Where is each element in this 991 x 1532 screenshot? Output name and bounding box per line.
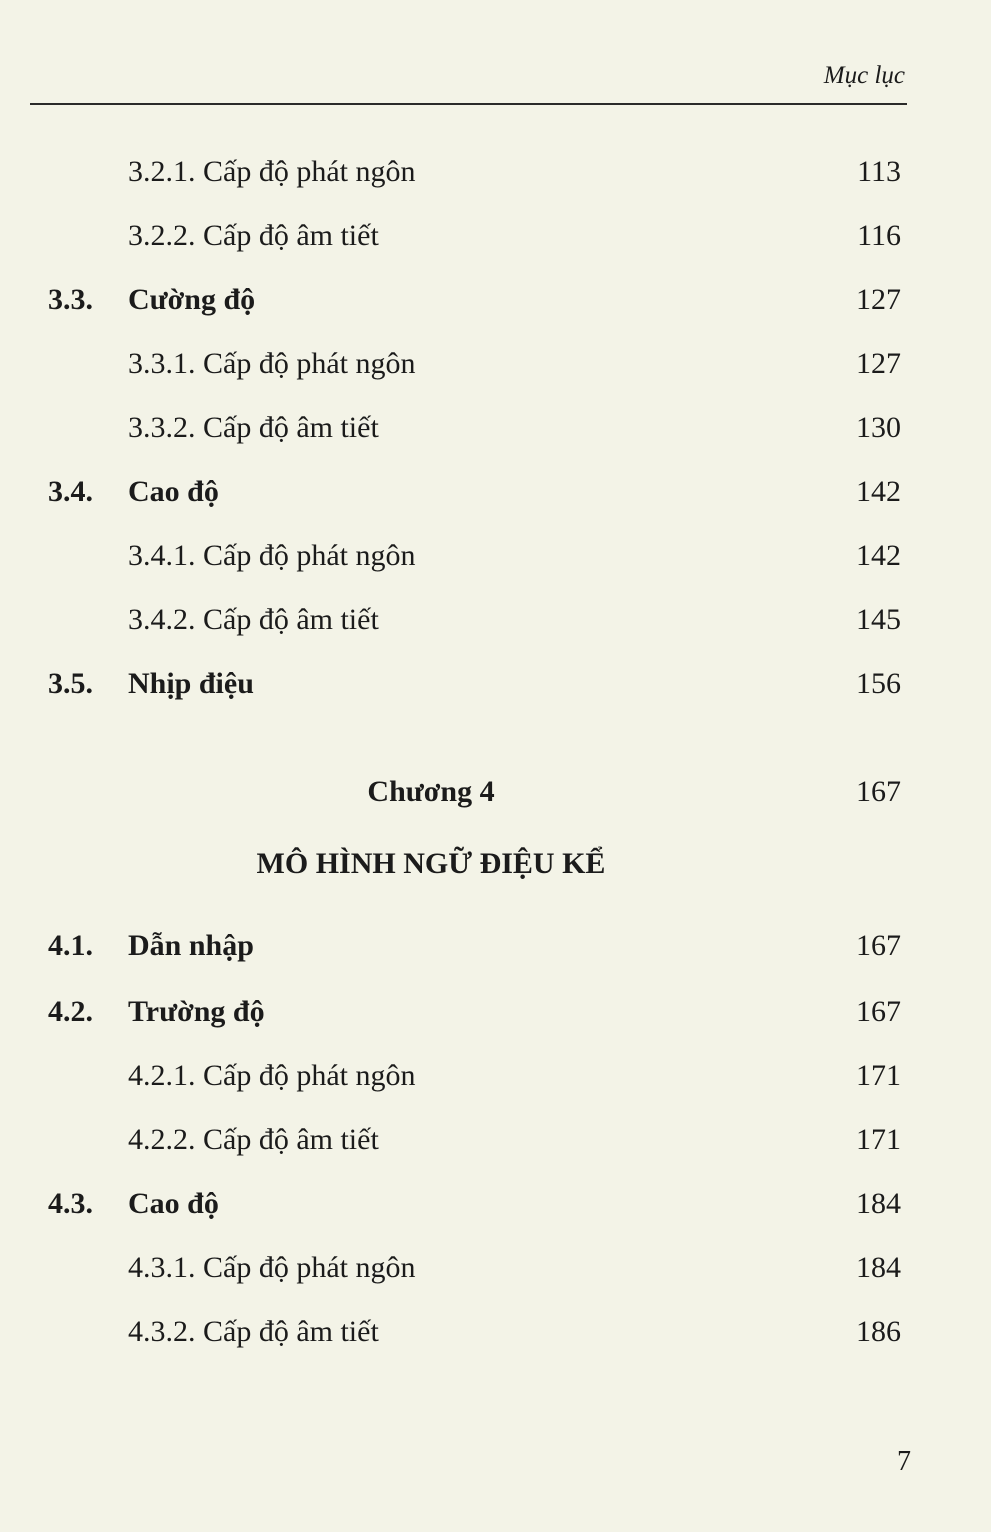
toc-title: 4.3.2. Cấp độ âm tiết: [128, 1315, 379, 1348]
toc-number: 4.3.: [48, 1187, 93, 1220]
toc-page: 113: [857, 155, 901, 188]
toc-row: [0, 278, 991, 322]
toc-chapter-title-row: [0, 842, 991, 886]
toc-row: [0, 1054, 991, 1098]
toc-page: 184: [856, 1187, 901, 1220]
toc-row: [0, 214, 991, 258]
toc-title: 3.4.2. Cấp độ âm tiết: [128, 603, 379, 636]
toc-number: 3.5.: [48, 667, 93, 700]
toc-title: 3.4.1. Cấp độ phát ngôn: [128, 539, 416, 572]
toc-page: 184: [856, 1251, 901, 1284]
toc-title: Nhịp điệu: [128, 667, 254, 700]
toc-title: 3.3.1. Cấp độ phát ngôn: [128, 347, 416, 380]
toc-page: 130: [856, 411, 901, 444]
page-number: 7: [897, 1446, 911, 1477]
toc-page: 127: [856, 347, 901, 380]
toc-title: 4.3.1. Cấp độ phát ngôn: [128, 1251, 416, 1284]
toc-row: [0, 598, 991, 642]
toc-title: Trường độ: [128, 995, 265, 1028]
toc-row: [0, 924, 991, 968]
toc-row: [0, 1246, 991, 1290]
toc-row: [0, 534, 991, 578]
toc-row: [0, 1118, 991, 1162]
running-header: Mục lục: [823, 62, 905, 89]
toc-page: 142: [856, 475, 901, 508]
toc-page: 167: [856, 775, 901, 808]
toc-number: 4.2.: [48, 995, 93, 1028]
chapter-title: MÔ HÌNH NGỮ ĐIỆU KỂ: [256, 847, 606, 880]
toc-row: [0, 662, 991, 706]
toc-row: [0, 1310, 991, 1354]
toc-number: 3.4.: [48, 475, 93, 508]
toc-title: 4.2.1. Cấp độ phát ngôn: [128, 1059, 416, 1092]
toc-page: 145: [856, 603, 901, 636]
toc-number: 4.1.: [48, 929, 93, 962]
toc-title: Dẫn nhập: [128, 929, 254, 962]
toc-title: 3.2.2. Cấp độ âm tiết: [128, 219, 379, 252]
toc-row: [0, 990, 991, 1034]
toc-title: 4.2.2. Cấp độ âm tiết: [128, 1123, 379, 1156]
toc-row: [0, 470, 991, 514]
header-rule: [30, 103, 907, 105]
toc-title: Cường độ: [128, 283, 256, 316]
chapter-label: Chương 4: [367, 775, 495, 808]
toc-page: 171: [856, 1123, 901, 1156]
toc-title: Cao độ: [128, 1187, 219, 1220]
toc-page: 156: [856, 667, 901, 700]
toc-title: 3.3.2. Cấp độ âm tiết: [128, 411, 379, 444]
toc-row: [0, 342, 991, 386]
toc-number: 3.3.: [48, 283, 93, 316]
toc-page: 142: [856, 539, 901, 572]
toc-row: [0, 1182, 991, 1226]
toc-page: 171: [856, 1059, 901, 1092]
toc-page: 167: [856, 995, 901, 1028]
toc-title: Cao độ: [128, 475, 219, 508]
toc-title: 3.2.1. Cấp độ phát ngôn: [128, 155, 416, 188]
toc-page: 186: [856, 1315, 901, 1348]
toc-row: [0, 150, 991, 194]
toc-page: 116: [857, 219, 901, 252]
toc-page: 167: [856, 929, 901, 962]
toc-chapter-row: [0, 770, 991, 814]
toc-row: [0, 406, 991, 450]
toc-page: 127: [856, 283, 901, 316]
